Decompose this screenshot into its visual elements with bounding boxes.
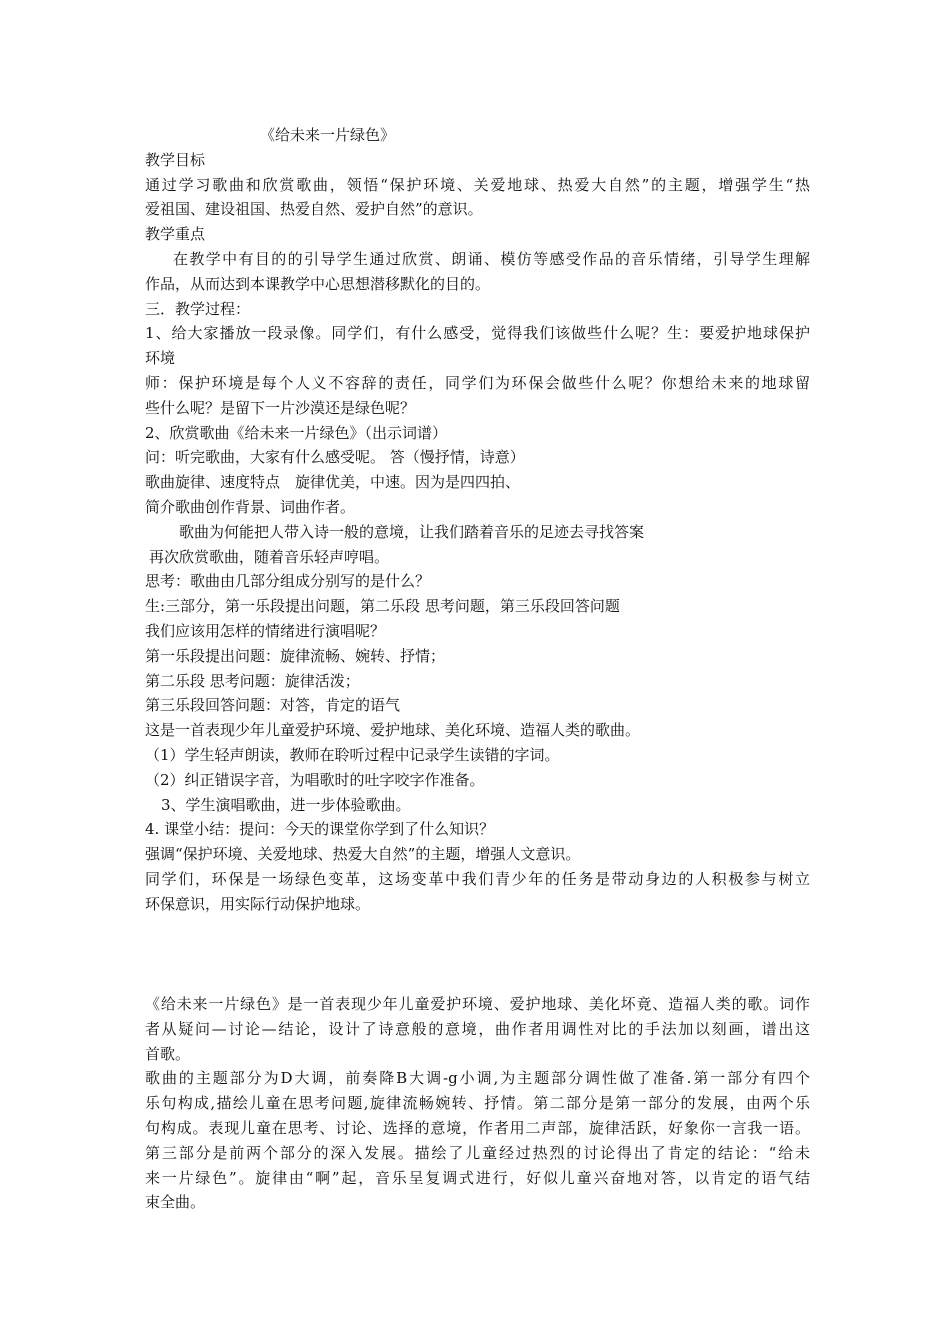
paragraph-line: 环保意识，用实际行动保护地球。: [145, 894, 371, 913]
paragraph-line: 通过学习歌曲和欣赏歌曲，领悟“保护环境、关爱地球、热爱大自然”的主题，增强学生“热: [145, 175, 810, 194]
paragraph-line: 问：听完歌曲，大家有什么感受呢。 答（慢抒情，诗意）: [145, 448, 525, 467]
paragraph-line: 环境: [145, 349, 176, 368]
paragraph-line: 来一片绿色”。旋律由“啊”起，音乐呈复调式进行，好似儿童兴奋地对答，以肯定的语气结: [145, 1168, 810, 1187]
paragraph-line: 2、欣赏歌曲《给未来一片绿色》（出示词谱）: [145, 423, 448, 442]
section-heading-focus: 教学重点: [145, 225, 206, 244]
paragraph-line: 首歌。: [145, 1044, 191, 1063]
paragraph-line: 简介歌曲创作背景、词曲作者。: [145, 497, 356, 516]
paragraph-line: 句构成。表现儿童在思考、讨论、选择的意境，作者用二声部，旋律活跃，好象你一言我一语。: [145, 1118, 810, 1137]
paragraph-line: 者从疑问—讨论—结论，设计了诗意般的意境，曲作者用调性对比的手法加以刻画，谱出这: [145, 1019, 810, 1038]
paragraph-line: 1、给大家播放一段录像。同学们，有什么感受，觉得我们该做些什么呢？生：要爱护地球保护: [145, 324, 810, 343]
paragraph-line: 在教学中有目的的引导学生通过欣赏、朗诵、模仿等感受作品的音乐情绪，引导学生理解: [173, 249, 810, 268]
paragraph-line: 束全曲。: [145, 1193, 206, 1212]
paragraph-line: （1）学生轻声朗读，教师在聆听过程中记录学生读错的字词。: [145, 745, 560, 764]
paragraph-line: 第一乐段提出问题：旋律流畅、婉转、抒情；: [145, 646, 446, 665]
paragraph-line: 这是一首表现少年儿童爱护环境、爱护地球、美化环境、造福人类的歌曲。: [145, 721, 641, 740]
section-heading-objectives: 教学目标: [145, 150, 206, 169]
document-title: 《给未来一片绿色》: [260, 126, 396, 144]
paragraph-line: 爱祖国、建设祖国、热爱自然、爱护自然”的意识。: [145, 200, 483, 219]
paragraph-line: 我们应该用怎样的情绪进行演唱呢？: [145, 621, 386, 640]
paragraph-line: 第三部分是前两个部分的深入发展。描绘了儿童经过热烈的讨论得出了肯定的结论：“给未: [145, 1143, 810, 1162]
paragraph-line: 歌曲旋律、速度特点 旋律优美，中速。因为是四四拍、: [145, 473, 521, 492]
paragraph-line: 同学们，环保是一场绿色变革，这场变革中我们青少年的任务是带动身边的人积极参与树立: [145, 869, 810, 888]
paragraph-line: 3、学生演唱歌曲，进一步体验歌曲。: [161, 795, 411, 814]
paragraph-line: 作品，从而达到本课教学中心思想潜移默化的目的。: [145, 274, 491, 293]
paragraph-line: 师：保护环境是每个人义不容辞的责任，同学们为环保会做些什么呢？你想给未来的地球留: [145, 373, 810, 392]
paragraph-line: 生:三部分，第一乐段提出问题，第二乐段 思考问题，第三乐段回答问题: [145, 597, 620, 616]
paragraph-line: 强调“保护环境、关爱地球、热爱大自然”的主题，增强人文意识。: [145, 845, 581, 864]
paragraph-line: （2）纠正错误字音，为唱歌时的吐字咬字作准备。: [145, 770, 485, 789]
paragraph-line: 4. 课堂小结：提问：今天的课堂你学到了什么知识？: [145, 820, 495, 839]
paragraph-line: 《给未来一片绿色》是一首表现少年儿童爱护环境、爱护地球、美化坏竟、造福人类的歌。词作: [145, 995, 810, 1013]
paragraph-line: 第二乐段 思考问题：旋律活泼；: [145, 671, 360, 690]
section-heading-process: 三．教学过程：: [145, 299, 251, 318]
song-analysis: [145, 992, 810, 1215]
paragraph-line: 乐句构成,描绘儿童在思考问题,旋律流畅婉转、抒情。第二部分是第一部分的发展，由两个乐: [145, 1094, 810, 1113]
paragraph-line: 第三乐段回答问题：对答，肯定的语气: [145, 696, 401, 715]
paragraph-line: 再次欣赏歌曲，随着音乐轻声哼唱。: [149, 547, 390, 566]
lesson-plan: [145, 123, 810, 917]
paragraph-line: 歌曲的主题部分为D大调，前奏降B大调-g小调,为主题部分调性做了准备.第一部分有四个: [145, 1069, 810, 1088]
paragraph-line: 些什么呢？是留下一片沙漠还是绿色呢？: [145, 398, 416, 417]
paragraph-line: 歌曲为何能把人带入诗一般的意境，让我们踏着音乐的足迹去寻找答案: [179, 522, 645, 541]
paragraph-line: 思考：歌曲由几部分组成分别写的是什么？: [145, 572, 431, 591]
